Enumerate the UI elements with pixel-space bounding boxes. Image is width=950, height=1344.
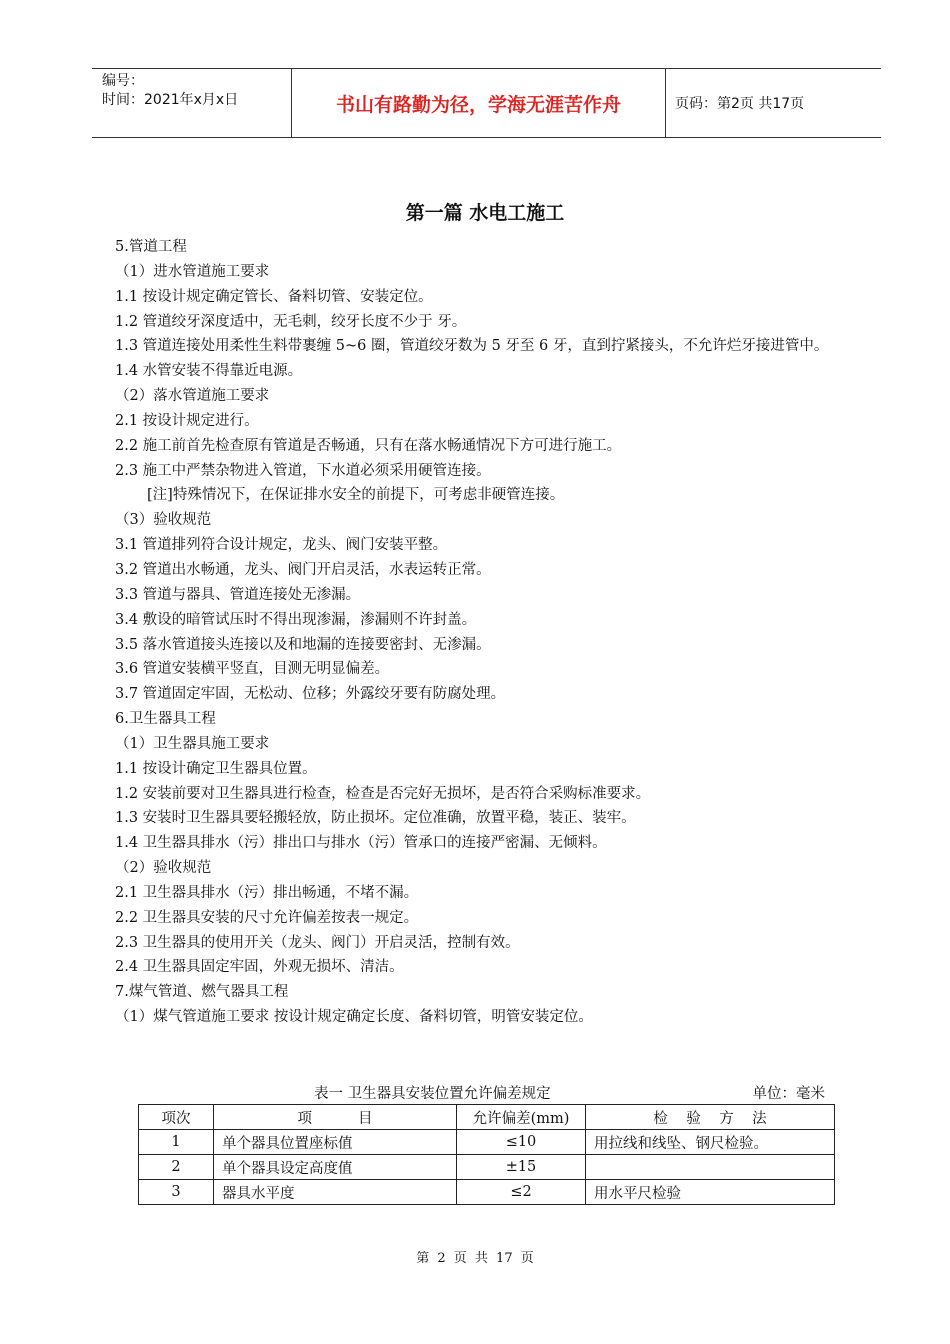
table-row <box>139 1180 835 1205</box>
table-cell: 2 <box>139 1155 214 1180</box>
table-header-row <box>139 1105 835 1130</box>
page-header <box>92 68 881 138</box>
table-header-cell: 允许偏差(mm) <box>457 1105 586 1130</box>
body-line: 6.卫生器具工程 <box>115 711 216 728</box>
body-line: 3.6 管道安装横平竖直，目测无明显偏差。 <box>115 661 390 678</box>
table-header-cell: 项次 <box>139 1105 214 1130</box>
body-line: 1.2 安装前要对卫生器具进行检查，检查是否完好无损坏，是否符合采购标准要求。 <box>115 785 651 802</box>
body-line: 3.2 管道出水畅通，龙头、阀门开启灵活，水表运转正常。 <box>115 561 491 578</box>
document-title: 第一篇 水电工施工 <box>405 202 565 224</box>
header-meta <box>92 69 292 137</box>
body-line: 1.2 管道绞牙深度适中，无毛刺，绞牙长度不少于 牙。 <box>115 313 467 330</box>
table-cell: 单个器具设定高度值 <box>214 1155 457 1180</box>
body-line: 2.1 按设计规定进行。 <box>115 412 259 429</box>
body-line: 2.2 卫生器具安装的尺寸允许偏差按表一规定。 <box>115 909 419 926</box>
header-page-label: 页码：第2页 共17页 <box>675 96 805 112</box>
body-line: 2.4 卫生器具固定牢固，外观无损坏、清洁。 <box>115 959 404 976</box>
body-line: 1.4 卫生器具排水（污）排出口与排水（污）管承口的连接严密漏、无倾料。 <box>115 835 607 852</box>
table-cell: 3 <box>139 1180 214 1205</box>
table-row <box>139 1130 835 1155</box>
table-caption: 表一 卫生器具安装位置允许偏差规定 <box>314 1086 551 1102</box>
header-motto: 书山有路勤为径，学海无涯苦作舟 <box>292 69 666 137</box>
table-unit: 单位：毫米 <box>752 1086 825 1102</box>
body-line: 3.3 管道与器具、管道连接处无渗漏。 <box>115 586 361 603</box>
body-line: （1）卫生器具施工要求 <box>115 735 270 752</box>
header-number-label: 编号： <box>102 73 144 89</box>
table-cell: ±15 <box>457 1155 586 1180</box>
table-cell: ≤10 <box>457 1130 586 1155</box>
body-line: 2.1 卫生器具排水（污）排出畅通，不堵不漏。 <box>115 884 419 901</box>
body-line: 2.2 施工前首先检查原有管道是否畅通，只有在落水畅通情况下方可进行施工。 <box>115 437 622 454</box>
table-cell: 用拉线和线坠、钢尺检验。 <box>586 1130 835 1155</box>
tolerance-table <box>138 1104 835 1205</box>
body-line: 3.7 管道固定牢固，无松动、位移；外露绞牙要有防腐处理。 <box>115 686 506 703</box>
body-line: 3.4 敷设的暗管试压时不得出现渗漏，渗漏则不许封盖。 <box>115 611 477 628</box>
body-line: （3）验收规范 <box>115 512 212 529</box>
body-line: 1.3 管道连接处用柔性生料带裹缠 5~6 圈，管道绞牙数为 5 牙至 6 牙，直到拧紧接头，不允许烂牙接进管中。 <box>115 338 829 355</box>
body-line: （1）进水管道施工要求 <box>115 263 270 280</box>
body-line: 2.3 卫生器具的使用开关（龙头、阀门）开启灵活，控制有效。 <box>115 934 520 951</box>
body-line: （2）落水管道施工要求 <box>115 388 270 405</box>
table-cell: 器具水平度 <box>214 1180 457 1205</box>
body-line: 1.1 按设计确定卫生器具位置。 <box>115 760 317 777</box>
body-line: 2.3 施工中严禁杂物进入管道，下水道必须采用硬管连接。 <box>115 462 491 479</box>
table-cell: 单个器具位置座标值 <box>214 1130 457 1155</box>
table-header-cell: 项 目 <box>214 1105 457 1130</box>
body-line: 3.5 落水管道接头连接以及和地漏的连接要密封、无渗漏。 <box>115 636 491 653</box>
table-cell: ≤2 <box>457 1180 586 1205</box>
body-line: （1）煤气管道施工要求 按设计规定确定长度、备料切管，明管安装定位。 <box>115 1009 593 1026</box>
body-line: 1.3 安装时卫生器具要轻搬轻放，防止损坏。定位准确，放置平稳，装正、装牢。 <box>115 810 636 827</box>
body-line: 3.1 管道排列符合设计规定，龙头、阀门安装平整。 <box>115 537 448 554</box>
table-row <box>139 1155 835 1180</box>
body-line: 1.4 水管安装不得靠近电源。 <box>115 363 303 380</box>
body-line: 1.1 按设计规定确定管长、备料切管、安装定位。 <box>115 288 433 305</box>
table-cell: 1 <box>139 1130 214 1155</box>
table-cell <box>586 1155 835 1180</box>
body-line: 7.煤气管道、燃气器具工程 <box>115 984 289 1001</box>
body-line: [注]特殊情况下，在保证排水安全的前提下，可考虑非硬管连接。 <box>147 487 565 504</box>
body-line: （2）验收规范 <box>115 860 212 877</box>
body-line: 5.管道工程 <box>115 239 187 255</box>
page-footer: 第 2 页 共 17 页 <box>416 1251 534 1266</box>
table-header-cell: 检 验 方 法 <box>586 1105 835 1130</box>
document-body <box>115 235 860 1030</box>
header-time-label: 时间：2021年x月x日 <box>102 92 239 108</box>
table-cell: 用水平尺检验 <box>586 1180 835 1205</box>
